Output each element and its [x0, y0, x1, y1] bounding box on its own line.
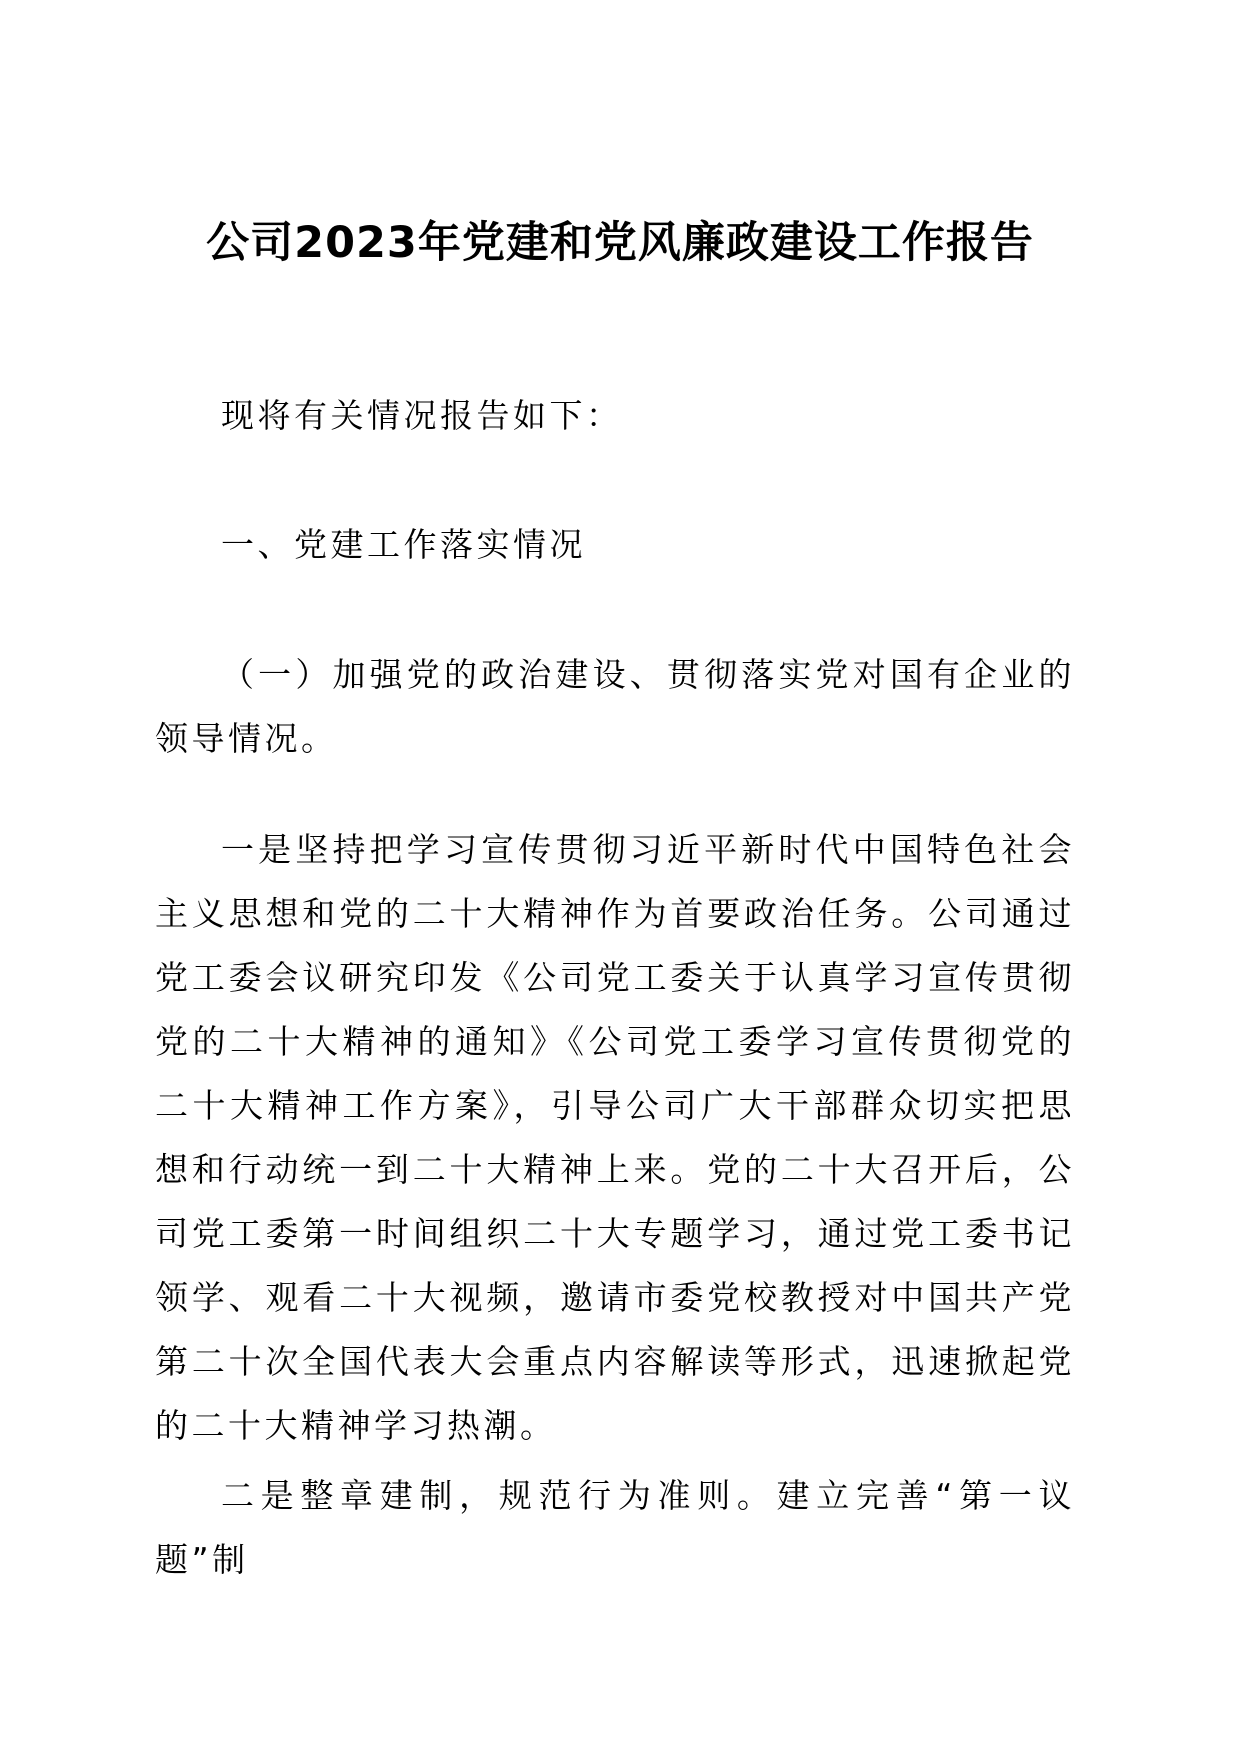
section-1-heading: 一、党建工作落实情况 — [221, 525, 586, 564]
document-title: 公司2023年党建和党风廉政建设工作报告 — [206, 218, 1034, 268]
body-paragraph-point-1: 一是坚持把学习宣传贯彻习近平新时代中国特色社会主义思想和党的二十大精神作为首要政治任务。公司通过党工委会议研究印发《公司党工委关于认真学习宣传贯彻党的二十大精神的通知》《公司党工委学习宣传贯彻党的二十大精神工作方案》，引导公司广大干部群众切实把思想和行动统一到二十大精神上来。党的二十大召开后，公司党工委第一时间组织二十大专题学习，通过党工委书记领学、观看二十大视频，邀请市委党校教授对中国共产党第二十次全国代表大会重点内容解读等形式，迅速掀起党的二十大精神学习热潮。 — [155, 830, 1075, 1445]
intro-paragraph: 现将有关情况报告如下： — [221, 396, 623, 435]
subsection-1-heading: （一）加强党的政治建设、贯彻落实党对国有企业的领导情况。 — [155, 655, 1075, 758]
body-paragraph-point-2: 二是整章建制，规范行为准则。建立完善“第一议题”制 — [155, 1476, 1075, 1579]
